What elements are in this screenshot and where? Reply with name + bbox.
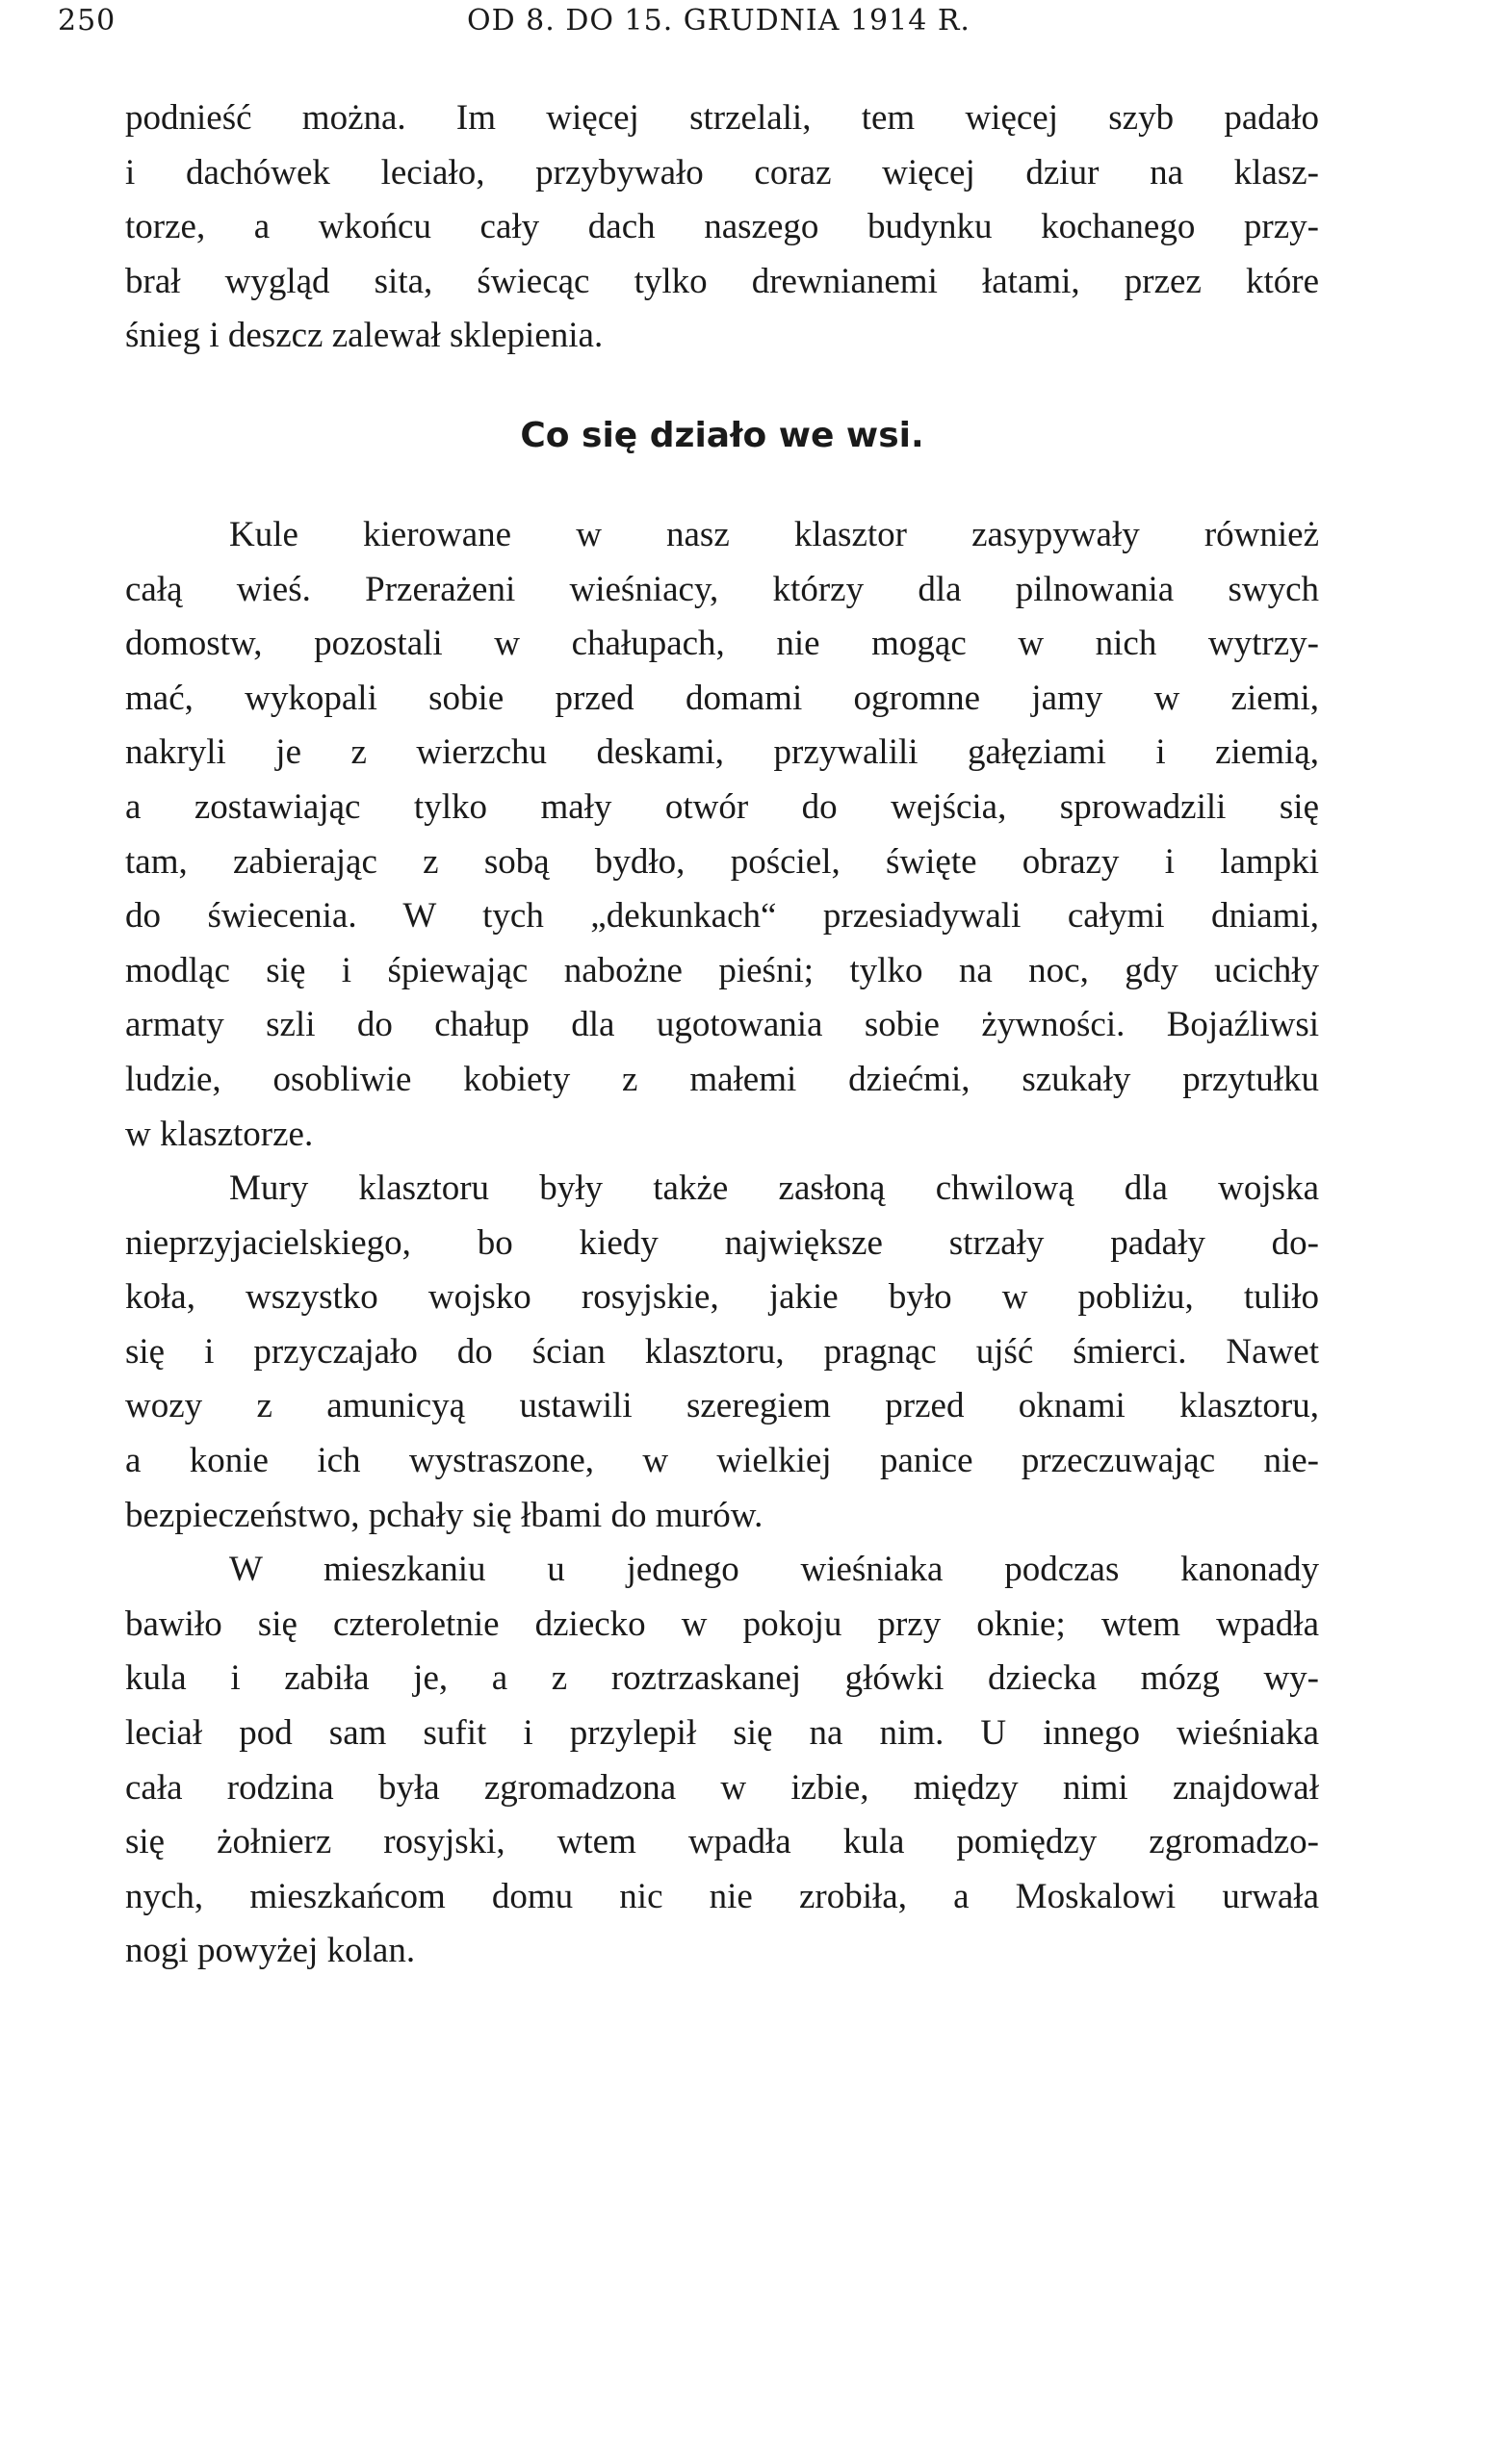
page-number: 250 xyxy=(58,4,116,38)
text-line: całą wieś. Przerażeni wieśniacy, którzy dla pilnowania swych xyxy=(125,569,1319,609)
text-line: W mieszkaniu u jednego wieśniaka podczas kanonady xyxy=(229,1550,1319,1590)
text-line: wozy z amunicyą ustawili szeregiem przed oknami klasztoru, xyxy=(125,1386,1319,1426)
text-line: tam, zabierając z sobą bydło, pościel, święte obrazy i lampki xyxy=(125,841,1319,882)
text-line: torze, a wkońcu cały dach naszego budynku kochanego przy- xyxy=(125,207,1319,247)
page-header xyxy=(58,4,1348,52)
text-line: bawiło się czteroletnie dziecko w pokoju przy oknie; wtem wpadła xyxy=(125,1604,1319,1644)
text-line: nakryli je z wierzchu deskami, przywalili gałęziami i ziemią, xyxy=(125,732,1319,773)
text-line: śnieg i deszcz zalewał sklepienia. xyxy=(125,316,604,356)
text-line: Mury klasztoru były także zasłoną chwilową dla wojska xyxy=(229,1168,1319,1209)
text-line: leciał pod sam sufit i przylepił się na nim. U innego wieśniaka xyxy=(125,1713,1319,1754)
text-line: Kule kierowane w nasz klasztor zasypywały również xyxy=(229,514,1319,554)
text-line: nogi powyżej kolan. xyxy=(125,1931,416,1971)
text-line: koła, wszystko wojsko rosyjskie, jakie było w pobliżu, tuliło xyxy=(125,1277,1319,1318)
text-line: a konie ich wystraszone, w wielkiej panice przeczuwając nie- xyxy=(125,1441,1319,1481)
text-line: bezpieczeństwo, pchały się łbami do murów. xyxy=(125,1495,763,1535)
paragraph-4 xyxy=(125,1543,1319,1979)
text-line: ludzie, osobliwie kobiety z małemi dziećmi, szukały przytułku xyxy=(125,1059,1319,1099)
text-line: armaty szli do chałup dla ugotowania sobie żywności. Bojaźliwsi xyxy=(125,1005,1319,1045)
section-heading: Co się działo we wsi. xyxy=(520,415,924,455)
text-line: w klasztorze. xyxy=(125,1114,314,1154)
paragraph-3 xyxy=(125,1162,1319,1543)
text-line: do świecenia. W tych „dekunkach“ przesiadywali całymi dniami, xyxy=(125,896,1319,937)
text-line: cała rodzina była zgromadzona w izbie, między nimi znajdował xyxy=(125,1767,1319,1808)
text-line: się i przyczajało do ścian klasztoru, pragnąc ujść śmierci. Nawet xyxy=(125,1331,1319,1372)
paragraph-2 xyxy=(125,508,1319,1162)
text-line: nieprzyjacielskiego, bo kiedy największe strzały padały do- xyxy=(125,1222,1319,1263)
body-text xyxy=(125,91,1319,1979)
text-line: brał wygląd sita, świecąc tylko drewnianemi łatami, przez które xyxy=(125,261,1319,301)
text-line: i dachówek leciało, przybywało coraz więcej dziur na klasz- xyxy=(125,152,1319,192)
text-line: modląc się i śpiewając nabożne pieśni; tylko na noc, gdy ucichły xyxy=(125,950,1319,990)
text-line: kula i zabiła je, a z roztrzaskanej główki dziecka mózg wy- xyxy=(125,1658,1319,1699)
text-line: podnieść można. Im więcej strzelali, tem więcej szyb padało xyxy=(125,98,1319,138)
text-line: się żołnierz rosyjski, wtem wpadła kula pomiędzy zgromadzo- xyxy=(125,1822,1319,1862)
text-line: domostw, pozostali w chałupach, nie mogąc w nich wytrzy- xyxy=(125,624,1319,664)
running-head: OD 8. DO 15. GRUDNIA 1914 R. xyxy=(467,4,970,38)
text-line: mać, wykopali sobie przed domami ogromne jamy w ziemi, xyxy=(125,678,1319,718)
text-line: nych, mieszkańcom domu nic nie zrobiła, a Moskalowi urwała xyxy=(125,1876,1319,1916)
text-line: a zostawiając tylko mały otwór do wejścia, sprowadzili się xyxy=(125,786,1319,827)
paragraph-1 xyxy=(125,91,1319,364)
